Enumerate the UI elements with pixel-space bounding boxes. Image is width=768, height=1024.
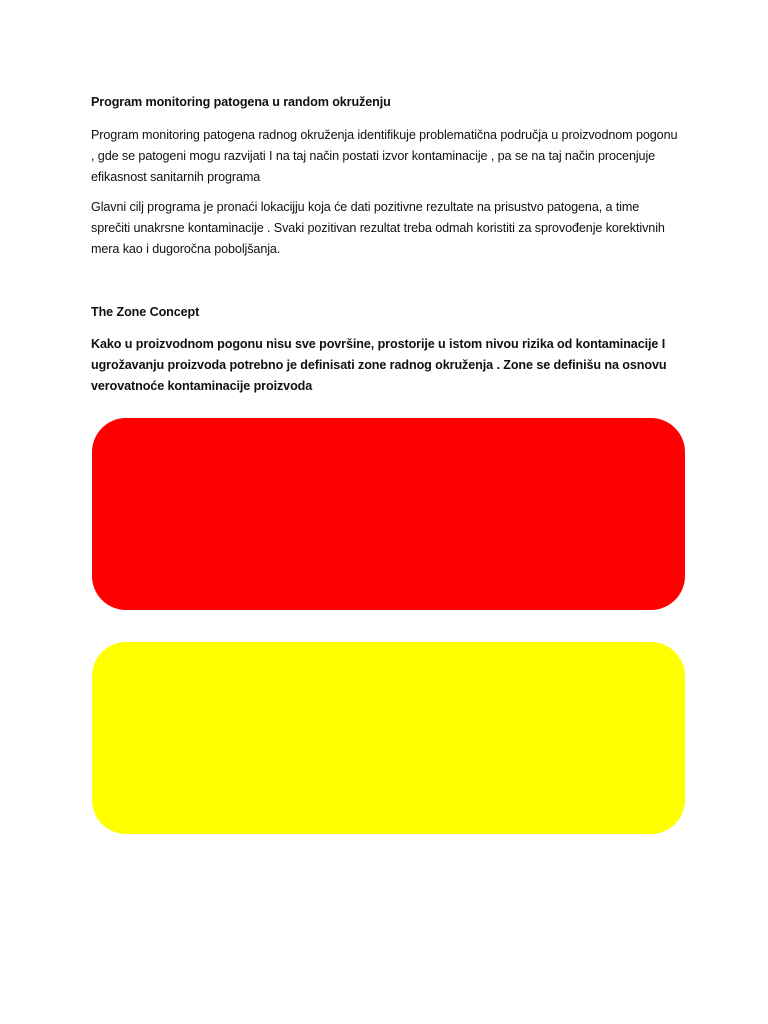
- yellow-zone-box: [92, 642, 685, 834]
- intro-paragraph: Program monitoring patogena radnog okruženja identifikuje problematična područja u proizvodnom pogonu , gde se patogeni mogu razvijati I na taj način postati izvor kontaminacije , pa se na taj način procenjuje efikasnost sanitarnih programa: [91, 128, 678, 184]
- zone-concept-paragraph: Kako u proizvodnom pogonu nisu sve površine, prostorije u istom nivou rizika od kontaminacije I ugrožavanju proizvoda potrebno je definisati zone radnog okruženja . Zone se definišu na osnovu verovatnoće kontaminacije proizvoda: [91, 337, 667, 393]
- zone-concept-heading: The Zone Concept: [91, 305, 200, 319]
- document-heading: Program monitoring patogena u random okruženju: [91, 95, 391, 109]
- red-zone-box: [92, 418, 685, 610]
- goal-paragraph: Glavni cilj programa je pronaći lokacijju koja će dati pozitivne rezultate na prisustvo patogena, a time sprečiti unakrsne kontaminacije . Svaki pozitivan rezultat treba odmah koristiti za sprovođenje korektivnih mera kao i dugoročna poboljšanja.: [91, 200, 665, 256]
